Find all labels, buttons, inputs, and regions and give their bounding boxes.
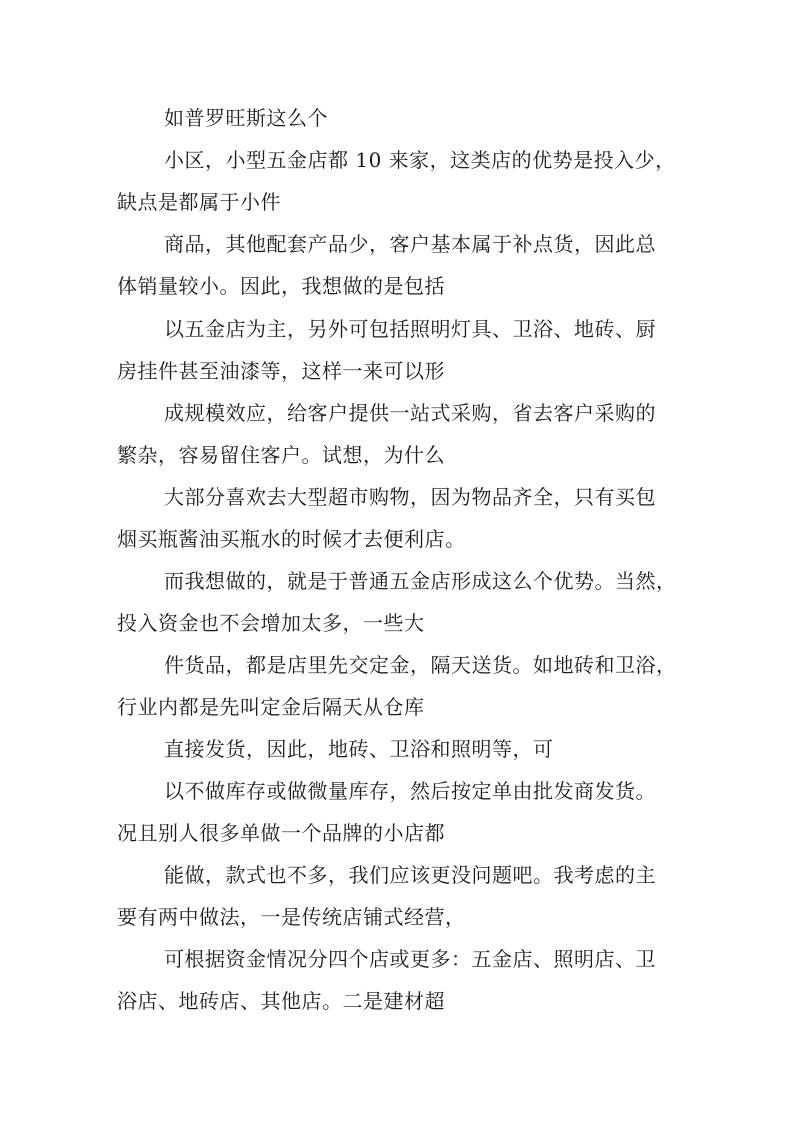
text-line: 繁杂，容易留住客户。试想，为什么 xyxy=(117,443,445,467)
text-line: 投入资金也不会增加太多，一些大 xyxy=(117,611,425,635)
text-line: 可根据资金情况分四个店或更多：五金店、照明店、卫 xyxy=(164,947,656,971)
text-line: 能做，款式也不多，我们应该更没问题吧。我考虑的主 xyxy=(164,863,656,887)
text-line: 成规模效应，给客户提供一站式采购，省去客户采购的 xyxy=(164,401,656,425)
text-line: 小区，小型五金店都 10 来家，这类店的优势是投入少， xyxy=(164,148,676,172)
text-line: 要有两中做法，一是传统店铺式经营， xyxy=(117,905,466,929)
text-line: 以不做库存或做微量库存，然后按定单由批发商发货。 xyxy=(164,779,656,803)
text-line: 如普罗旺斯这么个 xyxy=(164,106,328,130)
text-line: 缺点是都属于小件 xyxy=(117,190,281,214)
text-line: 况且别人很多单做一个品牌的小店都 xyxy=(117,821,445,845)
text-line: 烟买瓶酱油买瓶水的时候才去便利店。 xyxy=(117,527,466,551)
text-line: 直接发货，因此，地砖、卫浴和照明等，可 xyxy=(164,737,554,761)
text-line: 体销量较小。因此，我想做的是包括 xyxy=(117,274,445,298)
text-line: 商品，其他配套产品少，客户基本属于补点货，因此总 xyxy=(164,232,656,256)
text-line: 浴店、地砖店、其他店。二是建材超 xyxy=(117,989,445,1013)
text-line: 行业内都是先叫定金后隔天从仓库 xyxy=(117,695,425,719)
text-line: 件货品，都是店里先交定金，隔天送货。如地砖和卫浴， xyxy=(164,653,677,677)
text-line: 房挂件甚至油漆等，这样一来可以形 xyxy=(117,359,445,383)
text-line: 大部分喜欢去大型超市购物，因为物品齐全，只有买包 xyxy=(164,485,656,509)
text-line: 以五金店为主，另外可包括照明灯具、卫浴、地砖、厨 xyxy=(164,317,656,341)
text-line: 而我想做的，就是于普通五金店形成这么个优势。当然， xyxy=(164,569,677,593)
